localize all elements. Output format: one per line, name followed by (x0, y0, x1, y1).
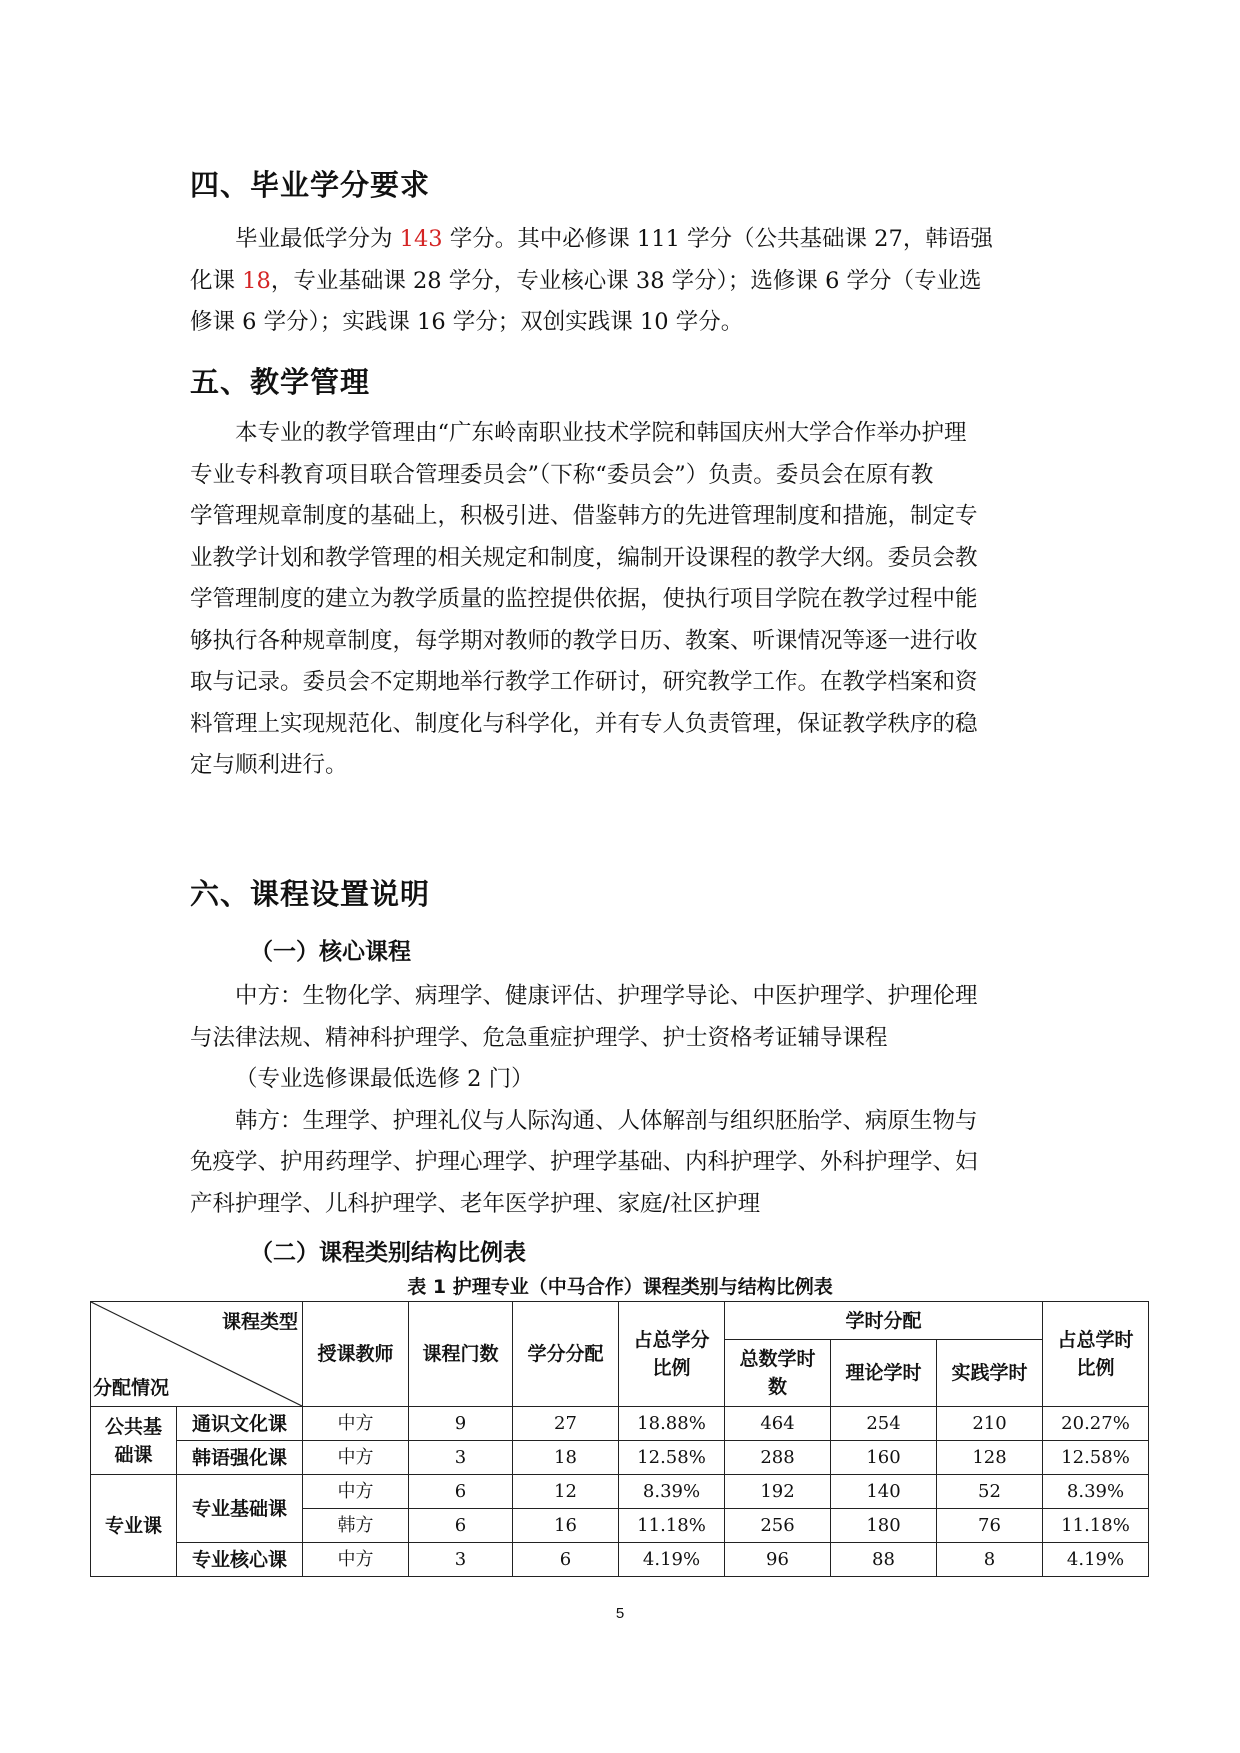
paragraph-line: 韩方：生理学、护理礼仪与人际沟通、人体解剖与组织胚胎学、病原生物与 (235, 1107, 978, 1134)
course-count-cell: 9 (409, 1407, 513, 1441)
category-cell: 韩语强化课 (177, 1441, 303, 1475)
course-structure-table (90, 1301, 1149, 1577)
header-hours-group: 学时分配 (725, 1302, 1043, 1340)
page-number: 5 (615, 1605, 625, 1622)
practice-hours-cell: 210 (937, 1407, 1043, 1441)
total-hours-cell: 96 (725, 1543, 831, 1577)
highlighted-number: 143 (399, 226, 443, 252)
header-course-count: 课程门数 (409, 1302, 513, 1407)
paragraph-line: 与法律法规、精神科护理学、危急重症护理学、护士资格考证辅导课程 (190, 1024, 888, 1051)
section-heading-course-settings: 六、课程设置说明 (190, 877, 431, 911)
table-caption: 表 1 护理专业（中马合作）课程类别与结构比例表 (407, 1276, 833, 1298)
hour-ratio-cell: 12.58% (1043, 1441, 1149, 1475)
credit-ratio-cell: 18.88% (619, 1407, 725, 1441)
credits-cell: 18 (513, 1441, 619, 1475)
paragraph-line: 本专业的教学管理由“广东岭南职业技术学院和韩国庆州大学合作举办护理 (235, 420, 967, 446)
total-hours-cell: 192 (725, 1475, 831, 1509)
category-cell: 通识文化课 (177, 1407, 303, 1441)
total-hours-cell: 288 (725, 1441, 831, 1475)
credit-ratio-cell: 11.18% (619, 1509, 725, 1543)
credits-cell: 6 (513, 1543, 619, 1577)
course-count-cell: 3 (409, 1543, 513, 1577)
group-text: 础课 (114, 1443, 153, 1466)
group-text: 公共基 (104, 1415, 162, 1438)
text-segment: 化课 (190, 267, 236, 294)
credit-ratio-cell: 12.58% (619, 1441, 725, 1475)
paragraph-line: 修课 6 学分）；实践课 16 学分；双创实践课 10 学分。 (190, 309, 744, 335)
header-theory-hours: 理论学时 (831, 1340, 937, 1407)
paragraph-line: 业教学计划和教学管理的相关规定和制度，编制开设课程的教学大纲。委员会教 (190, 544, 978, 571)
header-total-hours (725, 1340, 831, 1407)
header-text: 总数学时 (739, 1348, 816, 1371)
table-row (91, 1543, 1149, 1577)
course-count-cell: 3 (409, 1441, 513, 1475)
group-major: 专业课 (91, 1475, 177, 1577)
credits-cell: 27 (513, 1407, 619, 1441)
header-text: 比例 (652, 1357, 691, 1379)
header-credit-ratio (619, 1302, 725, 1407)
paragraph-line: 取与记录。委员会不定期地举行教学工作研讨，研究教学工作。在教学档案和资 (190, 669, 978, 695)
diagonal-header-cell (91, 1302, 303, 1407)
credits-cell: 12 (513, 1475, 619, 1509)
header-course-type: 课程类型 (221, 1311, 298, 1333)
category-cell: 专业核心课 (177, 1543, 303, 1577)
paragraph-line (190, 261, 1062, 303)
teaching-management-paragraph (190, 413, 1062, 787)
practice-hours-cell: 52 (937, 1475, 1043, 1509)
hour-ratio-cell: 4.19% (1043, 1543, 1149, 1577)
paragraph-line: 料管理上实现规范化、制度化与科学化，并有专人负责管理，保证教学秩序的稳 (190, 710, 978, 737)
header-practice-hours: 实践学时 (937, 1340, 1043, 1407)
practice-hours-cell: 76 (937, 1509, 1043, 1543)
course-count-cell: 6 (409, 1475, 513, 1509)
section-heading-graduation-credits: 四、毕业学分要求 (190, 168, 431, 202)
highlighted-number: 18 (242, 267, 271, 294)
graduation-credits-paragraph (190, 219, 1062, 344)
credit-ratio-cell: 4.19% (619, 1543, 725, 1577)
credits-cell: 16 (513, 1509, 619, 1543)
table-row (91, 1407, 1149, 1441)
practice-hours-cell: 8 (937, 1543, 1043, 1577)
hour-ratio-cell: 20.27% (1043, 1407, 1149, 1441)
paragraph-line: 定与顺利进行。 (190, 752, 348, 778)
header-text: 数 (767, 1376, 787, 1399)
category-cell: 专业基础课 (177, 1475, 303, 1543)
total-hours-cell: 464 (725, 1407, 831, 1441)
course-count-cell: 6 (409, 1509, 513, 1543)
teacher-cell: 韩方 (303, 1509, 409, 1543)
header-teacher: 授课教师 (303, 1302, 409, 1407)
hour-ratio-cell: 11.18% (1043, 1509, 1149, 1543)
theory-hours-cell: 88 (831, 1543, 937, 1577)
hour-ratio-cell: 8.39% (1043, 1475, 1149, 1509)
paragraph-line: 免疫学、护用药理学、护理心理学、护理学基础、内科护理学、外科护理学、妇 (190, 1149, 978, 1175)
theory-hours-cell: 160 (831, 1441, 937, 1475)
subsection-heading-core-courses: （一）核心课程 (250, 939, 411, 965)
group-public-basic (91, 1407, 177, 1475)
theory-hours-cell: 140 (831, 1475, 937, 1509)
header-hour-ratio (1043, 1302, 1149, 1407)
section-heading-teaching-management: 五、教学管理 (190, 365, 371, 399)
total-hours-cell: 256 (725, 1509, 831, 1543)
header-credits: 学分分配 (513, 1302, 619, 1407)
teacher-cell: 中方 (303, 1407, 409, 1441)
paragraph-line (190, 219, 1062, 261)
header-text: 占总学分 (633, 1329, 710, 1351)
header-allocation: 分配情况 (93, 1377, 170, 1399)
paragraph-line: 够执行各种规章制度，每学期对教师的教学日历、教案、听课情况等逐一进行收 (190, 627, 978, 654)
paragraph-line: 学管理规章制度的基础上，积极引进、借鉴韩方的先进管理制度和措施，制定专 (190, 503, 978, 529)
theory-hours-cell: 254 (831, 1407, 937, 1441)
header-text: 比例 (1076, 1357, 1115, 1379)
text-segment: 毕业最低学分为 (235, 226, 393, 252)
paragraph-line: 学管理制度的建立为教学质量的监控提供依据，使执行项目学院在教学过程中能 (190, 586, 978, 612)
teacher-cell: 中方 (303, 1475, 409, 1509)
teacher-cell: 中方 (303, 1543, 409, 1577)
paragraph-line: 产科护理学、儿科护理学、老年医学护理、家庭/社区护理 (190, 1190, 761, 1217)
theory-hours-cell: 180 (831, 1509, 937, 1543)
credit-ratio-cell: 8.39% (619, 1475, 725, 1509)
subsection-heading-structure-table: （二）课程类别结构比例表 (250, 1240, 526, 1266)
text-segment: 学分。其中必修课 111 学分（公共基础课 27，韩语强 (449, 226, 993, 252)
paragraph-line: （专业选修课最低选修 2 门） (235, 1066, 534, 1092)
paragraph-line: 中方：生物化学、病理学、健康评估、护理学导论、中医护理学、护理伦理 (235, 983, 978, 1009)
core-courses-paragraph (190, 976, 1062, 1225)
table-row (91, 1475, 1149, 1509)
text-segment: ，专业基础课 28 学分，专业核心课 38 学分）；选修课 6 学分（专业选 (270, 267, 982, 294)
paragraph-line: 专业专科教育项目联合管理委员会”（下称“委员会”）负责。委员会在原有教 (190, 461, 934, 488)
practice-hours-cell: 128 (937, 1441, 1043, 1475)
header-text: 占总学时 (1057, 1329, 1134, 1351)
table-row (91, 1441, 1149, 1475)
teacher-cell: 中方 (303, 1441, 409, 1475)
